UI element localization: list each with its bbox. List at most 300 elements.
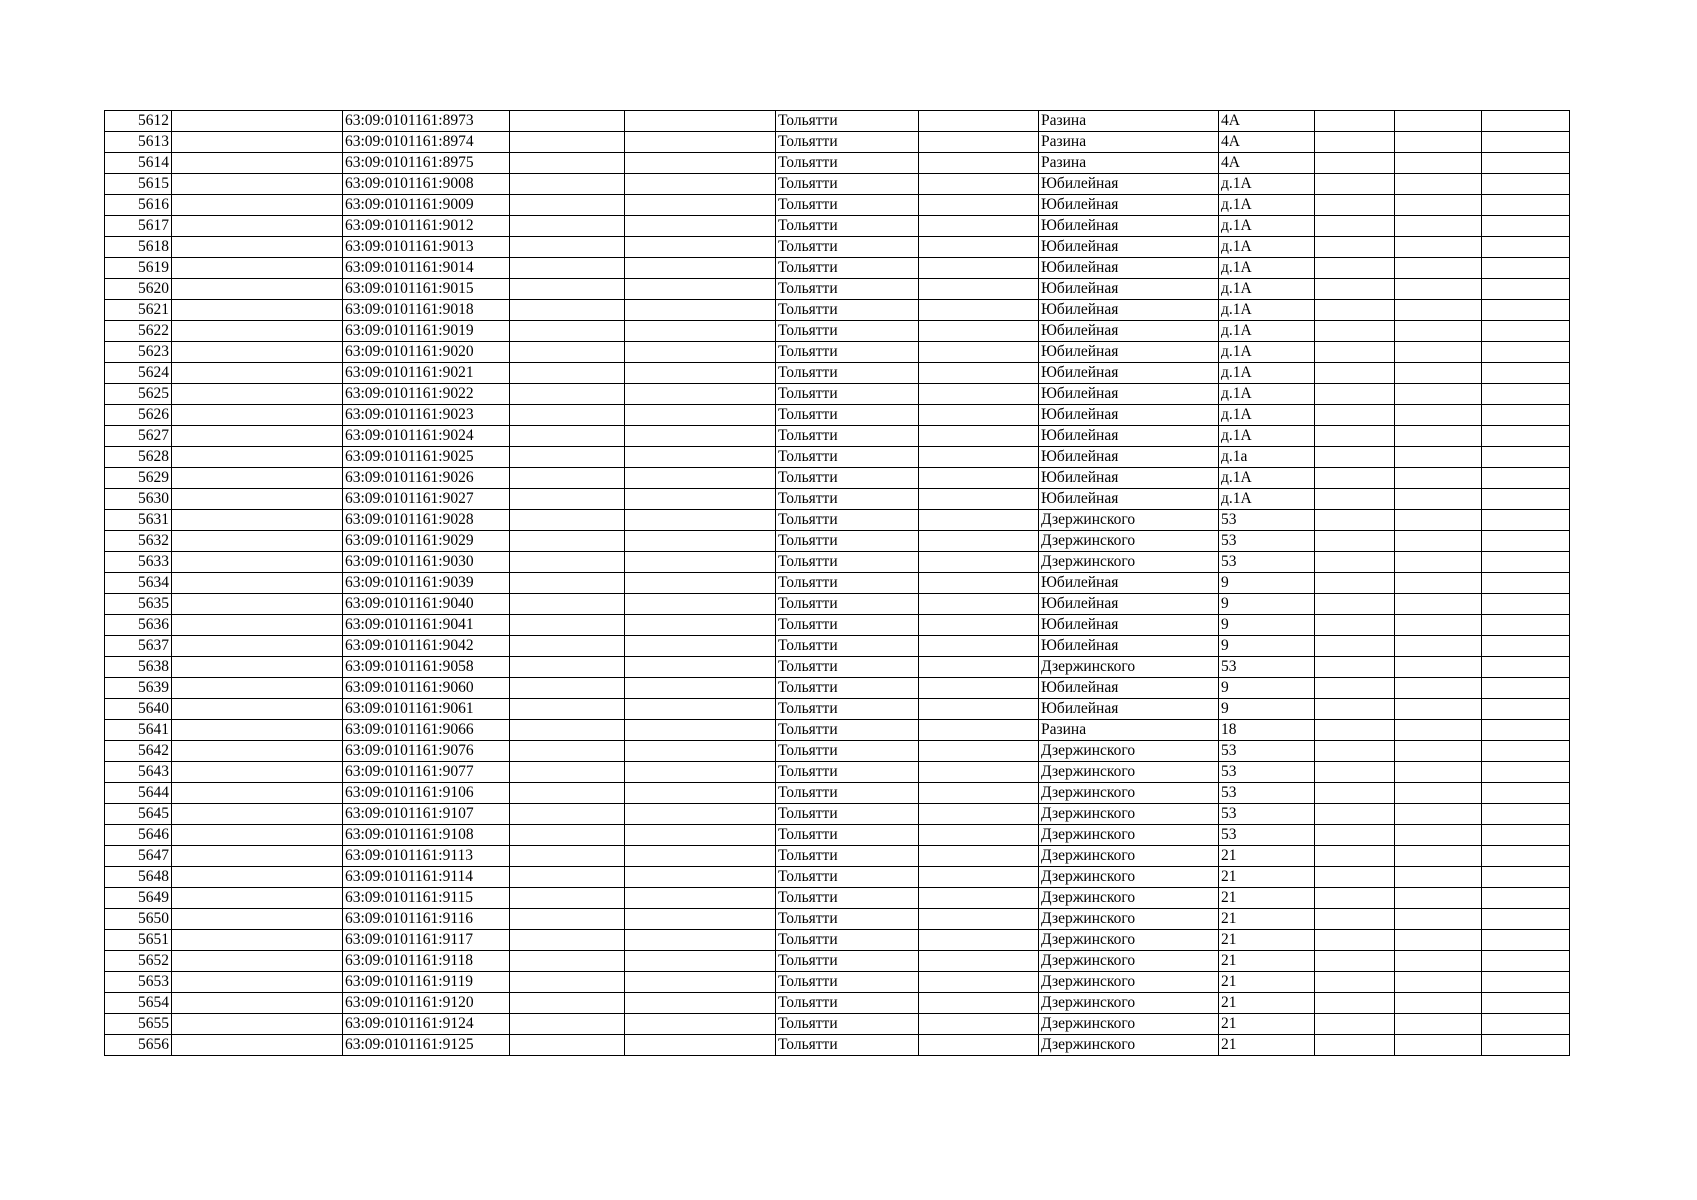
cell-house: 9: [1219, 699, 1315, 720]
cell-cadastral-number: 63:09:0101161:9108: [343, 825, 510, 846]
cell-empty: [625, 1014, 776, 1035]
cell-street: Юбилейная: [1039, 447, 1219, 468]
cell-cadastral-number: 63:09:0101161:9020: [343, 342, 510, 363]
cell-empty: [1315, 888, 1395, 909]
cell-empty: [919, 279, 1039, 300]
cell-empty: [625, 972, 776, 993]
cell-empty: [625, 804, 776, 825]
cell-row-number: 5635: [105, 594, 172, 615]
cell-cadastral-number: 63:09:0101161:9009: [343, 195, 510, 216]
cell-empty: [1482, 972, 1570, 993]
cell-row-number: 5643: [105, 762, 172, 783]
cell-empty: [1482, 678, 1570, 699]
cell-street: Юбилейная: [1039, 573, 1219, 594]
cell-row-number: 5613: [105, 132, 172, 153]
cell-row-number: 5630: [105, 489, 172, 510]
cell-house: 9: [1219, 678, 1315, 699]
cell-empty: [919, 426, 1039, 447]
cell-cadastral-number: 63:09:0101161:9025: [343, 447, 510, 468]
cell-city: Тольятти: [776, 531, 919, 552]
cell-cadastral-number: 63:09:0101161:9022: [343, 384, 510, 405]
cell-empty: [919, 846, 1039, 867]
cell-row-number: 5620: [105, 279, 172, 300]
cell-empty: [1315, 678, 1395, 699]
cell-street: Дзержинского: [1039, 867, 1219, 888]
cell-empty: [1315, 657, 1395, 678]
cell-empty: [510, 804, 625, 825]
cell-empty: [172, 741, 343, 762]
cell-row-number: 5647: [105, 846, 172, 867]
cell-city: Тольятти: [776, 573, 919, 594]
cell-house: 21: [1219, 930, 1315, 951]
table-row: [105, 426, 1570, 447]
cell-empty: [1315, 237, 1395, 258]
cell-cadastral-number: 63:09:0101161:9039: [343, 573, 510, 594]
cell-street: Дзержинского: [1039, 1014, 1219, 1035]
cell-empty: [1315, 405, 1395, 426]
cell-row-number: 5649: [105, 888, 172, 909]
cell-empty: [1315, 720, 1395, 741]
cell-empty: [625, 489, 776, 510]
cell-city: Тольятти: [776, 741, 919, 762]
cell-empty: [172, 1014, 343, 1035]
cell-city: Тольятти: [776, 111, 919, 132]
cell-empty: [510, 552, 625, 573]
cell-row-number: 5638: [105, 657, 172, 678]
cell-cadastral-number: 63:09:0101161:9124: [343, 1014, 510, 1035]
cell-city: Тольятти: [776, 951, 919, 972]
cell-house: 18: [1219, 720, 1315, 741]
cell-cadastral-number: 63:09:0101161:9060: [343, 678, 510, 699]
cell-empty: [1315, 1014, 1395, 1035]
cell-empty: [510, 930, 625, 951]
cell-city: Тольятти: [776, 636, 919, 657]
cell-empty: [919, 405, 1039, 426]
cell-empty: [625, 111, 776, 132]
cell-street: Юбилейная: [1039, 342, 1219, 363]
cell-empty: [625, 342, 776, 363]
cell-empty: [1395, 867, 1482, 888]
cell-city: Тольятти: [776, 510, 919, 531]
table-row: [105, 489, 1570, 510]
cell-city: Тольятти: [776, 363, 919, 384]
cell-empty: [510, 237, 625, 258]
cell-empty: [1315, 909, 1395, 930]
cell-empty: [172, 972, 343, 993]
cell-empty: [1482, 153, 1570, 174]
cell-house: д.1а: [1219, 447, 1315, 468]
cell-house: 21: [1219, 909, 1315, 930]
cell-empty: [919, 195, 1039, 216]
cell-empty: [1482, 489, 1570, 510]
cell-cadastral-number: 63:09:0101161:9077: [343, 762, 510, 783]
cell-empty: [510, 279, 625, 300]
cell-cadastral-number: 63:09:0101161:9115: [343, 888, 510, 909]
cell-empty: [510, 447, 625, 468]
cell-row-number: 5615: [105, 174, 172, 195]
cell-empty: [1315, 447, 1395, 468]
cell-empty: [1395, 132, 1482, 153]
cell-empty: [625, 657, 776, 678]
cell-street: Юбилейная: [1039, 426, 1219, 447]
cell-empty: [625, 573, 776, 594]
cell-empty: [1482, 111, 1570, 132]
cell-cadastral-number: 63:09:0101161:9061: [343, 699, 510, 720]
cell-empty: [510, 1035, 625, 1056]
cell-street: Дзержинского: [1039, 846, 1219, 867]
cell-empty: [1315, 342, 1395, 363]
cell-street: Юбилейная: [1039, 678, 1219, 699]
cell-empty: [510, 258, 625, 279]
cell-row-number: 5629: [105, 468, 172, 489]
cell-row-number: 5632: [105, 531, 172, 552]
cell-house: 21: [1219, 1014, 1315, 1035]
cell-empty: [1395, 678, 1482, 699]
cell-empty: [510, 657, 625, 678]
cell-empty: [1315, 363, 1395, 384]
cell-house: 53: [1219, 825, 1315, 846]
cell-row-number: 5637: [105, 636, 172, 657]
cell-empty: [1395, 909, 1482, 930]
cell-city: Тольятти: [776, 1035, 919, 1056]
cell-house: 9: [1219, 636, 1315, 657]
table-row: [105, 216, 1570, 237]
cell-cadastral-number: 63:09:0101161:9106: [343, 783, 510, 804]
cell-house: д.1А: [1219, 321, 1315, 342]
cell-empty: [510, 699, 625, 720]
table-row: [105, 573, 1570, 594]
cell-cadastral-number: 63:09:0101161:9042: [343, 636, 510, 657]
cell-street: Дзержинского: [1039, 909, 1219, 930]
cell-empty: [510, 342, 625, 363]
table-row: [105, 720, 1570, 741]
cell-empty: [510, 321, 625, 342]
cell-house: 21: [1219, 951, 1315, 972]
cell-row-number: 5639: [105, 678, 172, 699]
table-row: [105, 993, 1570, 1014]
cell-cadastral-number: 63:09:0101161:9076: [343, 741, 510, 762]
cell-empty: [172, 762, 343, 783]
cell-empty: [919, 993, 1039, 1014]
cell-empty: [510, 741, 625, 762]
register-table: [104, 110, 1570, 1056]
table-row: [105, 111, 1570, 132]
cell-street: Юбилейная: [1039, 468, 1219, 489]
cell-empty: [1315, 699, 1395, 720]
cell-empty: [625, 258, 776, 279]
cell-empty: [1482, 930, 1570, 951]
cell-empty: [919, 888, 1039, 909]
cell-row-number: 5626: [105, 405, 172, 426]
table-row: [105, 195, 1570, 216]
cell-city: Тольятти: [776, 867, 919, 888]
cell-empty: [919, 510, 1039, 531]
cell-empty: [1482, 363, 1570, 384]
cell-cadastral-number: 63:09:0101161:9027: [343, 489, 510, 510]
cell-street: Юбилейная: [1039, 195, 1219, 216]
cell-empty: [510, 867, 625, 888]
cell-cadastral-number: 63:09:0101161:9117: [343, 930, 510, 951]
cell-empty: [172, 552, 343, 573]
cell-street: Дзержинского: [1039, 762, 1219, 783]
cell-cadastral-number: 63:09:0101161:9107: [343, 804, 510, 825]
cell-house: 4А: [1219, 132, 1315, 153]
cell-empty: [625, 741, 776, 762]
cell-empty: [172, 342, 343, 363]
cell-empty: [172, 174, 343, 195]
cell-row-number: 5654: [105, 993, 172, 1014]
cell-empty: [172, 279, 343, 300]
cell-empty: [1482, 699, 1570, 720]
cell-empty: [172, 909, 343, 930]
cell-street: Разина: [1039, 153, 1219, 174]
cell-empty: [919, 951, 1039, 972]
cell-empty: [1395, 195, 1482, 216]
cell-empty: [919, 636, 1039, 657]
cell-empty: [1482, 783, 1570, 804]
table-row: [105, 846, 1570, 867]
cell-empty: [919, 972, 1039, 993]
cell-city: Тольятти: [776, 678, 919, 699]
cell-city: Тольятти: [776, 594, 919, 615]
cell-empty: [919, 783, 1039, 804]
cell-house: 53: [1219, 531, 1315, 552]
cell-house: д.1А: [1219, 237, 1315, 258]
cell-empty: [1482, 216, 1570, 237]
table-row: [105, 783, 1570, 804]
cell-cadastral-number: 63:09:0101161:9019: [343, 321, 510, 342]
cell-empty: [625, 279, 776, 300]
cell-house: 21: [1219, 846, 1315, 867]
cell-empty: [919, 657, 1039, 678]
cell-empty: [625, 195, 776, 216]
cell-house: д.1А: [1219, 300, 1315, 321]
cell-empty: [1315, 468, 1395, 489]
cell-row-number: 5653: [105, 972, 172, 993]
cell-city: Тольятти: [776, 1014, 919, 1035]
cell-house: д.1А: [1219, 468, 1315, 489]
cell-street: Дзержинского: [1039, 804, 1219, 825]
cell-empty: [625, 846, 776, 867]
cell-empty: [625, 468, 776, 489]
cell-row-number: 5634: [105, 573, 172, 594]
cell-empty: [172, 111, 343, 132]
cell-empty: [1395, 531, 1482, 552]
cell-street: Дзержинского: [1039, 825, 1219, 846]
cell-cadastral-number: 63:09:0101161:9119: [343, 972, 510, 993]
cell-empty: [625, 363, 776, 384]
cell-empty: [1315, 867, 1395, 888]
cell-house: 21: [1219, 972, 1315, 993]
table-row: [105, 321, 1570, 342]
cell-empty: [919, 342, 1039, 363]
cell-city: Тольятти: [776, 237, 919, 258]
cell-empty: [1395, 594, 1482, 615]
cell-street: Дзержинского: [1039, 972, 1219, 993]
cell-empty: [510, 531, 625, 552]
table-row: [105, 237, 1570, 258]
cell-empty: [1395, 762, 1482, 783]
cell-empty: [1482, 195, 1570, 216]
cell-cadastral-number: 63:09:0101161:9012: [343, 216, 510, 237]
cell-street: Юбилейная: [1039, 594, 1219, 615]
cell-city: Тольятти: [776, 489, 919, 510]
cell-empty: [1315, 258, 1395, 279]
cell-empty: [510, 174, 625, 195]
cell-empty: [510, 846, 625, 867]
cell-cadastral-number: 63:09:0101161:9120: [343, 993, 510, 1014]
cell-house: д.1А: [1219, 489, 1315, 510]
table-row: [105, 699, 1570, 720]
cell-empty: [172, 804, 343, 825]
cell-empty: [510, 111, 625, 132]
cell-city: Тольятти: [776, 615, 919, 636]
cell-empty: [1315, 825, 1395, 846]
table-row: [105, 531, 1570, 552]
cell-house: 53: [1219, 741, 1315, 762]
table-row: [105, 342, 1570, 363]
cell-empty: [625, 384, 776, 405]
cell-house: 53: [1219, 510, 1315, 531]
cell-house: д.1А: [1219, 258, 1315, 279]
cell-empty: [510, 573, 625, 594]
table-row: [105, 762, 1570, 783]
cell-empty: [1482, 237, 1570, 258]
cell-empty: [510, 594, 625, 615]
cell-empty: [625, 762, 776, 783]
cell-empty: [172, 468, 343, 489]
cell-street: Юбилейная: [1039, 300, 1219, 321]
cell-street: Юбилейная: [1039, 615, 1219, 636]
cell-row-number: 5621: [105, 300, 172, 321]
cell-empty: [510, 468, 625, 489]
cell-street: Дзержинского: [1039, 888, 1219, 909]
cell-empty: [625, 132, 776, 153]
cell-row-number: 5641: [105, 720, 172, 741]
cell-house: 9: [1219, 615, 1315, 636]
table-row: [105, 153, 1570, 174]
cell-empty: [625, 174, 776, 195]
cell-empty: [172, 363, 343, 384]
cell-street: Дзержинского: [1039, 993, 1219, 1014]
cell-city: Тольятти: [776, 426, 919, 447]
cell-empty: [1395, 720, 1482, 741]
cell-empty: [625, 888, 776, 909]
cell-empty: [510, 195, 625, 216]
cell-empty: [1315, 993, 1395, 1014]
cell-row-number: 5650: [105, 909, 172, 930]
table-row: [105, 741, 1570, 762]
cell-empty: [1482, 174, 1570, 195]
cell-empty: [1395, 258, 1482, 279]
cell-empty: [1395, 972, 1482, 993]
cell-empty: [625, 699, 776, 720]
cell-empty: [1395, 342, 1482, 363]
cell-empty: [1315, 573, 1395, 594]
cell-cadastral-number: 63:09:0101161:9023: [343, 405, 510, 426]
cell-house: 4А: [1219, 111, 1315, 132]
cell-empty: [919, 804, 1039, 825]
cell-empty: [510, 216, 625, 237]
cell-cadastral-number: 63:09:0101161:8975: [343, 153, 510, 174]
cell-empty: [172, 321, 343, 342]
cell-empty: [1315, 1035, 1395, 1056]
cell-row-number: 5622: [105, 321, 172, 342]
cell-empty: [510, 153, 625, 174]
table-row: [105, 930, 1570, 951]
cell-empty: [1482, 342, 1570, 363]
cell-row-number: 5633: [105, 552, 172, 573]
cell-empty: [172, 195, 343, 216]
table-row: [105, 510, 1570, 531]
cell-row-number: 5651: [105, 930, 172, 951]
cell-empty: [1395, 447, 1482, 468]
cell-house: 4А: [1219, 153, 1315, 174]
cell-empty: [510, 489, 625, 510]
cell-row-number: 5648: [105, 867, 172, 888]
cell-empty: [625, 321, 776, 342]
cell-empty: [919, 531, 1039, 552]
cell-row-number: 5636: [105, 615, 172, 636]
cell-empty: [1482, 573, 1570, 594]
table-row: [105, 384, 1570, 405]
cell-empty: [1395, 804, 1482, 825]
cell-empty: [510, 888, 625, 909]
cell-house: д.1А: [1219, 405, 1315, 426]
cell-cadastral-number: 63:09:0101161:9026: [343, 468, 510, 489]
cell-cadastral-number: 63:09:0101161:9013: [343, 237, 510, 258]
cell-row-number: 5614: [105, 153, 172, 174]
cell-empty: [510, 972, 625, 993]
table-row: [105, 804, 1570, 825]
cell-row-number: 5640: [105, 699, 172, 720]
cell-empty: [1482, 993, 1570, 1014]
cell-empty: [510, 615, 625, 636]
cell-city: Тольятти: [776, 174, 919, 195]
cell-empty: [172, 153, 343, 174]
cell-empty: [172, 888, 343, 909]
cell-empty: [625, 993, 776, 1014]
cell-empty: [1315, 930, 1395, 951]
cell-empty: [510, 426, 625, 447]
cell-empty: [1315, 111, 1395, 132]
cell-empty: [919, 300, 1039, 321]
cell-row-number: 5652: [105, 951, 172, 972]
cell-empty: [1395, 384, 1482, 405]
table-row: [105, 1014, 1570, 1035]
cell-street: Дзержинского: [1039, 510, 1219, 531]
cell-empty: [1395, 825, 1482, 846]
cell-empty: [919, 552, 1039, 573]
cell-house: д.1А: [1219, 195, 1315, 216]
cell-empty: [919, 678, 1039, 699]
cell-empty: [510, 636, 625, 657]
cell-empty: [1395, 426, 1482, 447]
cell-empty: [172, 132, 343, 153]
cell-empty: [625, 405, 776, 426]
cell-empty: [919, 720, 1039, 741]
cell-house: 53: [1219, 657, 1315, 678]
cell-cadastral-number: 63:09:0101161:9041: [343, 615, 510, 636]
cell-empty: [919, 174, 1039, 195]
cell-empty: [919, 1035, 1039, 1056]
cell-empty: [919, 615, 1039, 636]
cell-city: Тольятти: [776, 384, 919, 405]
cell-city: Тольятти: [776, 909, 919, 930]
cell-row-number: 5625: [105, 384, 172, 405]
cell-house: 53: [1219, 552, 1315, 573]
cell-empty: [1315, 489, 1395, 510]
